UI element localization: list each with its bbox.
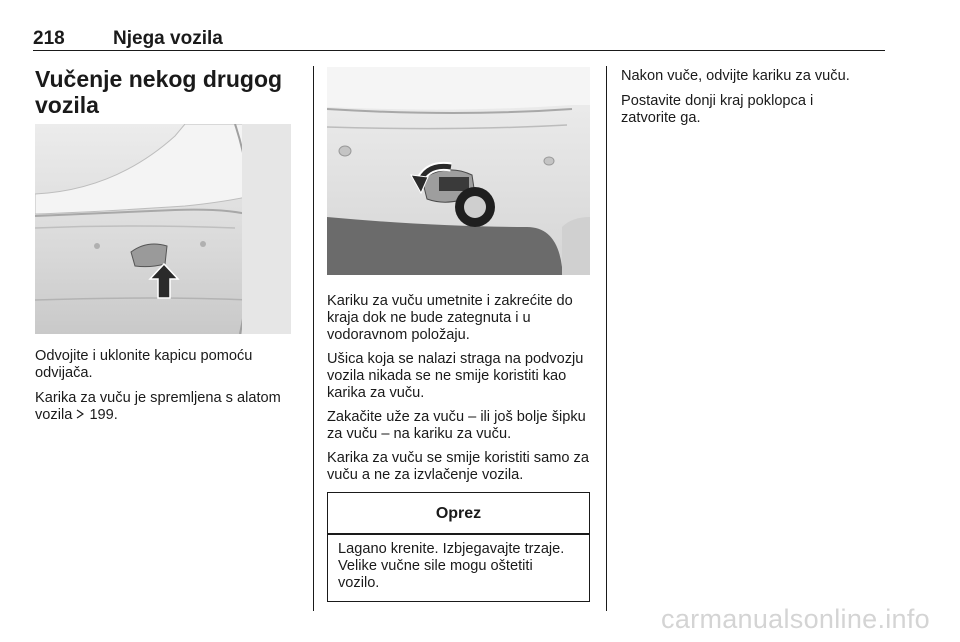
page-title: Vučenje nekog drugog vozila — [35, 66, 283, 118]
page-number: 218 — [33, 28, 65, 49]
watermark: carmanualsonline.info — [661, 604, 930, 634]
caution-body: Lagano krenite. Izbjegavajte trzaje. Velike vučne sile mogu oštetiti vozilo. — [338, 541, 565, 591]
header-rule — [33, 50, 885, 51]
page-reference[interactable]: 199. — [89, 407, 118, 423]
col2-paragraph-4: Karika za vuču se smije koristiti samo za vuču a ne za izvlačenje vozila. — [327, 450, 589, 483]
arrow-right-icon — [76, 407, 85, 424]
col2-paragraph-2: Ušica koja se nalazi straga na podvozju vozila nikada se ne smije koristiti kao karika za vuču. — [327, 351, 584, 401]
column-divider-1 — [313, 66, 314, 611]
col3-paragraph-1: Nakon vuče, odvijte kariku za vuču. — [621, 68, 850, 84]
caution-title: Oprez — [435, 505, 482, 522]
tow-eye-illustration — [327, 67, 590, 275]
col1-paragraph-2-text: Karika za vuču je spremljena s alatom vozila — [35, 390, 281, 423]
col2-paragraph-1: Kariku za vuču umetnite i zakrećite do kraja dok ne bude zategnuta i u vodoravnom položaju. — [327, 293, 573, 343]
col1-paragraph-1: Odvojite i uklonite kapicu pomoću odvijača. — [35, 348, 253, 381]
caution-divider — [328, 533, 589, 535]
col3-paragraph-2: Postavite donji kraj poklopca i zatvorite ga. — [621, 93, 814, 126]
col1-paragraph-2 — [35, 390, 300, 424]
section-title: Njega vozila — [113, 28, 223, 49]
col2-paragraph-3: Zakačite uže za vuču – ili još bolje šipku za vuču – na kariku za vuču. — [327, 409, 586, 442]
bumper-cap-illustration — [35, 124, 291, 334]
column-divider-2 — [606, 66, 607, 611]
caution-box — [327, 492, 590, 602]
